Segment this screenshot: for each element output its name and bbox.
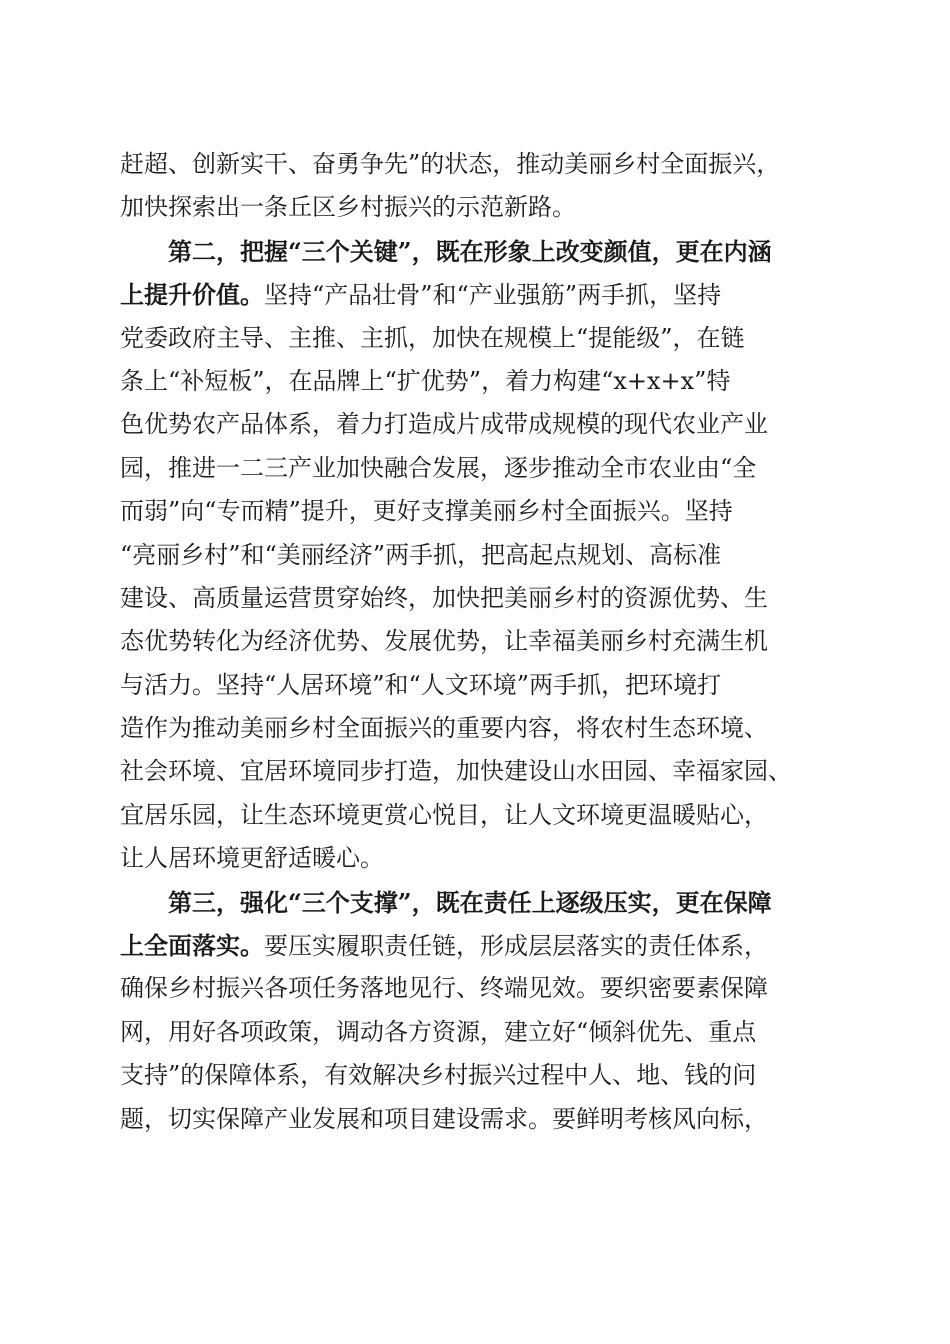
bold-text-segment: 上提升价值。: [120, 280, 264, 310]
text-segment: “亮丽乡村”和“美丽经济”两手抓，把高起点规划、高标准: [120, 540, 722, 569]
bold-text-segment: 上全面落实。: [120, 931, 264, 961]
text-line: [120, 1098, 840, 1141]
bold-text-segment: 第三，强化“三个支撑”，既在责任上逐级压实，更在保障: [168, 887, 772, 917]
text-line: [120, 273, 840, 316]
text-line: [120, 447, 840, 490]
text-segment: 确保乡村振兴各项任务落地见行、终端见效。要织密要素保障: [120, 974, 768, 1003]
text-line: [120, 577, 840, 620]
text-segment: 态优势转化为经济优势、发展优势，让幸福美丽乡村充满生机: [120, 627, 768, 656]
text-line: [120, 186, 840, 229]
text-segment: 建设、高质量运营贯穿始终，加快把美丽乡村的资源优势、生: [120, 583, 768, 612]
text-line: [120, 230, 840, 273]
text-segment: 要压实履职责任链，形成层层落实的责任体系，: [264, 932, 768, 961]
text-line: [120, 143, 840, 186]
text-line: [120, 620, 840, 663]
text-segment: 让人居环境更舒适暖心。: [120, 844, 384, 873]
text-line: [120, 403, 840, 446]
text-segment: 社会环境、宜居环境同步打造，加快建设山水田园、幸福家园、: [120, 757, 792, 786]
bold-text-segment: 第二，把握“三个关键”，既在形象上改变颜值，更在内涵: [168, 236, 772, 266]
text-segment: 加快探索出一条丘区乡村振兴的示范新路。: [120, 193, 576, 222]
text-segment: 条上“补短板”，在品牌上“扩优势”，着力构建“x+x+x”特: [120, 366, 731, 395]
text-line: [120, 534, 840, 577]
text-line: [120, 837, 840, 880]
text-segment: 支持”的保障体系，有效解决乡村振兴过程中人、地、钱的问: [120, 1061, 757, 1090]
text-line: [120, 707, 840, 750]
text-segment: 色优势农产品体系，着力打造成片成带成规模的现代农业产业: [120, 410, 768, 439]
text-line: [120, 881, 840, 924]
text-line: [120, 490, 840, 533]
document-body: [120, 143, 840, 1141]
text-line: [120, 794, 840, 837]
text-segment: 而弱”向“专而精”提升，更好支撑美丽乡村全面振兴。坚持: [120, 497, 733, 526]
text-segment: 题，切实保障产业发展和项目建设需求。要鲜明考核风向标，: [120, 1104, 768, 1133]
text-line: [120, 750, 840, 793]
text-segment: 党委政府主导、主推、主抓，加快在规模上“提能级”，在链: [120, 323, 745, 352]
text-line: [120, 664, 840, 707]
text-line: [120, 317, 840, 360]
text-line: [120, 924, 840, 967]
text-segment: 赶超、创新实干、奋勇争先”的状态，推动美丽乡村全面振兴，: [120, 150, 781, 178]
text-segment: 宜居乐园，让生态环境更赏心悦目，让人文环境更温暖贴心，: [120, 800, 768, 829]
text-segment: 坚持“产品壮骨”和“产业强筋”两手抓，坚持: [264, 281, 722, 310]
text-line: [120, 1054, 840, 1097]
text-segment: 与活力。坚持“人居环境”和“人文环境”两手抓，把环境打: [120, 670, 722, 699]
text-segment: 造作为推动美丽乡村全面振兴的重要内容，将农村生态环境、: [120, 714, 768, 743]
text-segment: 网，用好各项政策，调动各方资源，建立好“倾斜优先、重点: [120, 1017, 757, 1046]
text-line: [120, 1011, 840, 1054]
text-line: [120, 360, 840, 403]
text-line: [120, 967, 840, 1010]
text-segment: 园，推进一二三产业加快融合发展，逐步推动全市农业由“全: [120, 453, 757, 482]
